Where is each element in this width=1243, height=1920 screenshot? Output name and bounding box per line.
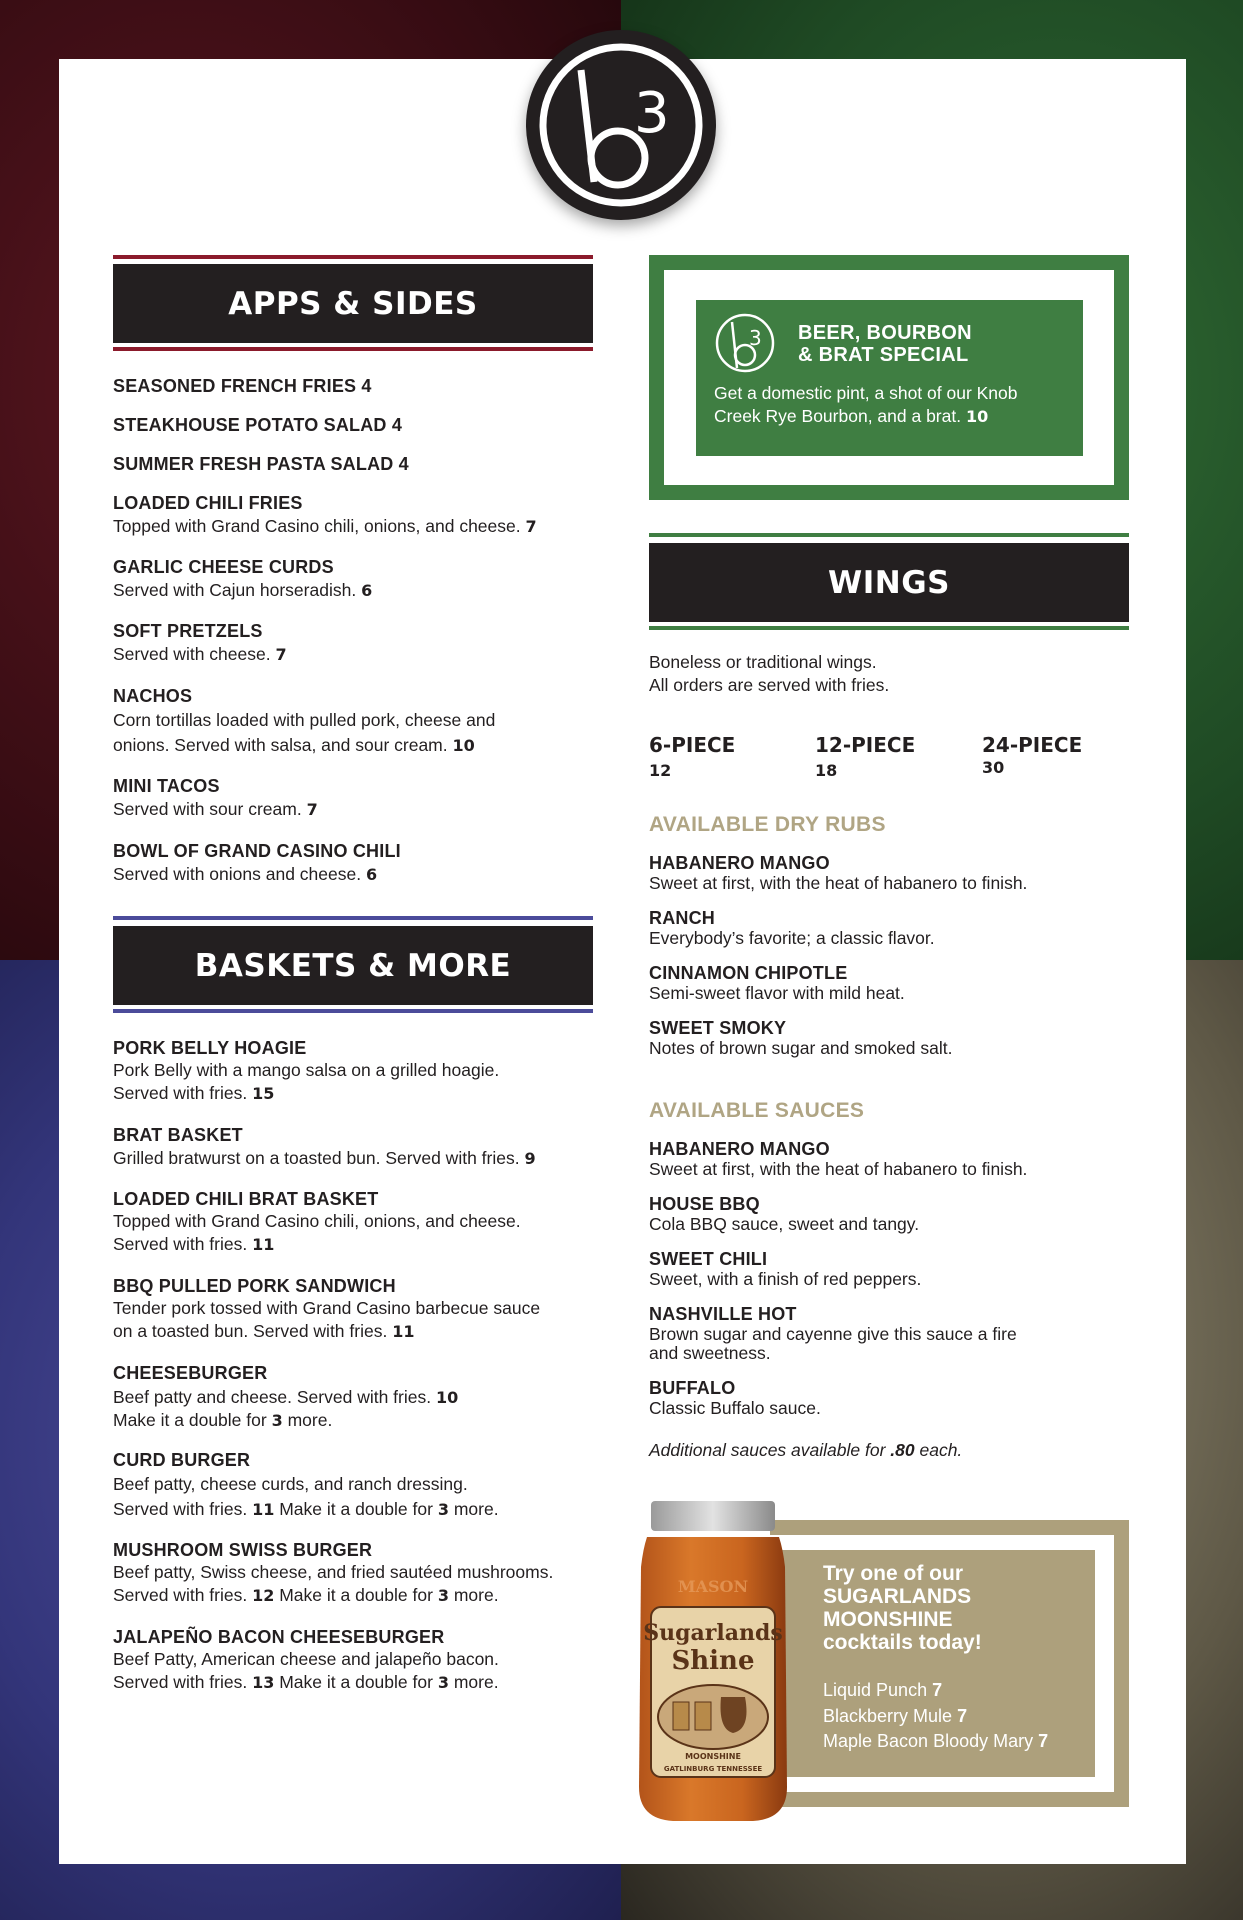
- price: 7: [525, 517, 537, 536]
- price: 11: [392, 1322, 415, 1341]
- svg-text:MOONSHINE: MOONSHINE: [685, 1752, 741, 1761]
- header-rule: [113, 255, 593, 259]
- price: 10: [435, 1388, 459, 1407]
- wing-size-option: 6-PIECE 12: [649, 733, 736, 780]
- flavor-item: HABANERO MANGO Sweet at first, with the heat of habanero to finish.: [649, 1139, 1028, 1179]
- price: 6: [365, 865, 378, 884]
- svg-text:3: 3: [634, 81, 670, 146]
- sauces-heading: AVAILABLE SAUCES: [649, 1099, 865, 1122]
- beer-bourbon-brat-special: [649, 255, 1129, 500]
- price: .80: [890, 1440, 915, 1460]
- price: 7: [275, 645, 287, 664]
- menu-item: MUSHROOM SWISS BURGER Beef patty, Swiss cheese, and fried sautéed mushrooms. Served with fries. 12 Make it a double for 3 more.: [113, 1540, 554, 1605]
- flavor-item: SWEET SMOKY Notes of brown sugar and smoked salt.: [649, 1018, 953, 1058]
- section-title: APPS & SIDES: [113, 264, 593, 343]
- price: 10: [452, 736, 475, 755]
- svg-text:MASON: MASON: [677, 1577, 749, 1596]
- menu-item: CURD BURGER Beef patty, cheese curds, and ranch dressing. Served with fries. 11 Make it a double for 3 more.: [113, 1450, 499, 1519]
- menu-item: SOFT PRETZELS Served with cheese. 7: [113, 621, 287, 664]
- price: 18: [815, 761, 838, 780]
- header-rule: [649, 533, 1129, 537]
- section-title: WINGS: [649, 543, 1129, 622]
- wings-intro: Boneless or traditional wings. All orders are served with fries.: [649, 652, 890, 695]
- menu-item: SEASONED FRENCH FRIES 4: [113, 376, 372, 396]
- special-description: Get a domestic pint, a shot of our Knob Creek Rye Bourbon, and a brat. 10: [714, 383, 1018, 426]
- menu-item: CHEESEBURGER Beef patty and cheese. Served with fries. 10 Make it a double for 3 more.: [113, 1363, 459, 1430]
- menu-item: PORK BELLY HOAGIE Pork Belly with a mango salsa on a grilled hoagie. Served with fries. 15: [113, 1038, 500, 1103]
- price: 13: [252, 1673, 275, 1692]
- cocktail-item: Maple Bacon Bloody Mary 7: [823, 1731, 1049, 1751]
- price: 7: [1038, 1731, 1049, 1751]
- svg-text:Shine: Shine: [671, 1646, 755, 1676]
- menu-item: LOADED CHILI BRAT BASKET Topped with Grand Casino chili, onions, and cheese. Served with fries. 11: [113, 1189, 521, 1254]
- dry-rubs-heading: AVAILABLE DRY RUBS: [649, 813, 886, 836]
- flavor-item: RANCH Everybody’s favorite; a classic flavor.: [649, 908, 935, 948]
- menu-item: GARLIC CHEESE CURDS Served with Cajun horseradish. 6: [113, 557, 373, 600]
- b3-logo-icon: [714, 312, 776, 379]
- moonshine-promo: [770, 1520, 1129, 1807]
- cocktail-list: [823, 1678, 1048, 1755]
- menu-item: SUMMER FRESH PASTA SALAD 4: [113, 454, 409, 474]
- price: 11: [252, 1235, 275, 1254]
- promo-title: Try one of our SUGARLANDS MOONSHINE cocktails today!: [823, 1562, 982, 1654]
- section-title: BASKETS & MORE: [113, 926, 593, 1005]
- wing-size-option: 12-PIECE 18: [815, 733, 916, 780]
- price: 11: [252, 1500, 275, 1519]
- header-rule: [113, 916, 593, 920]
- header-rule: [113, 347, 593, 351]
- svg-text:Sugarlands: Sugarlands: [643, 1620, 783, 1646]
- b3-logo-icon: [526, 30, 716, 220]
- price: 10: [965, 407, 989, 426]
- header-rule: [113, 1009, 593, 1013]
- price: 6: [361, 581, 373, 600]
- cocktail-item: Liquid Punch 7: [823, 1680, 943, 1700]
- moonshine-jar-image: [633, 1497, 793, 1824]
- menu-item: BOWL OF GRAND CASINO CHILI Served with onions and cheese. 6: [113, 841, 401, 884]
- price: 7: [306, 800, 318, 819]
- wing-size-option: 24-PIECE 30: [982, 733, 1083, 777]
- additional-sauces-note: Additional sauces available for .80 each.: [649, 1440, 963, 1460]
- flavor-item: CINNAMON CHIPOTLE Semi-sweet flavor with mild heat.: [649, 963, 905, 1003]
- price: 30: [982, 758, 1005, 777]
- menu-item: JALAPEÑO BACON CHEESEBURGER Beef Patty, American cheese and jalapeño bacon. Served with fries. 13 Make it a double for 3 more.: [113, 1627, 499, 1692]
- menu-item: STEAKHOUSE POTATO SALAD 4: [113, 415, 403, 435]
- special-title: BEER, BOURBON & BRAT SPECIAL: [798, 322, 972, 366]
- price: 12: [252, 1586, 275, 1605]
- flavor-item: HABANERO MANGO Sweet at first, with the heat of habanero to finish.: [649, 853, 1028, 893]
- cocktail-item: Blackberry Mule 7: [823, 1705, 968, 1726]
- menu-item: BBQ PULLED PORK SANDWICH Tender pork tossed with Grand Casino barbecue sauce on a toasted bun. Served with fries. 11: [113, 1276, 541, 1341]
- header-rule: [649, 626, 1129, 630]
- price: 15: [252, 1084, 275, 1103]
- price: 12: [649, 761, 672, 780]
- flavor-item: HOUSE BBQ Cola BBQ sauce, sweet and tangy.: [649, 1194, 920, 1234]
- price: 9: [524, 1149, 536, 1168]
- price: 7: [957, 1705, 968, 1726]
- svg-text:3: 3: [749, 326, 762, 350]
- flavor-item: NASHVILLE HOT Brown sugar and cayenne give this sauce a fire and sweetness.: [649, 1304, 1017, 1363]
- flavor-item: BUFFALO Classic Buffalo sauce.: [649, 1378, 821, 1418]
- menu-item: LOADED CHILI FRIES Topped with Grand Casino chili, onions, and cheese. 7: [113, 493, 537, 536]
- price: 7: [932, 1680, 943, 1700]
- menu-item: BRAT BASKET Grilled bratwurst on a toasted bun. Served with fries. 9: [113, 1125, 536, 1168]
- menu-item: MINI TACOS Served with sour cream. 7: [113, 776, 318, 819]
- svg-text:GATLINBURG TENNESSEE: GATLINBURG TENNESSEE: [663, 1765, 763, 1773]
- flavor-item: SWEET CHILI Sweet, with a finish of red peppers.: [649, 1249, 922, 1289]
- menu-item: NACHOS Corn tortillas loaded with pulled pork, cheese and onions. Served with salsa, and sour cream. 10: [113, 686, 496, 755]
